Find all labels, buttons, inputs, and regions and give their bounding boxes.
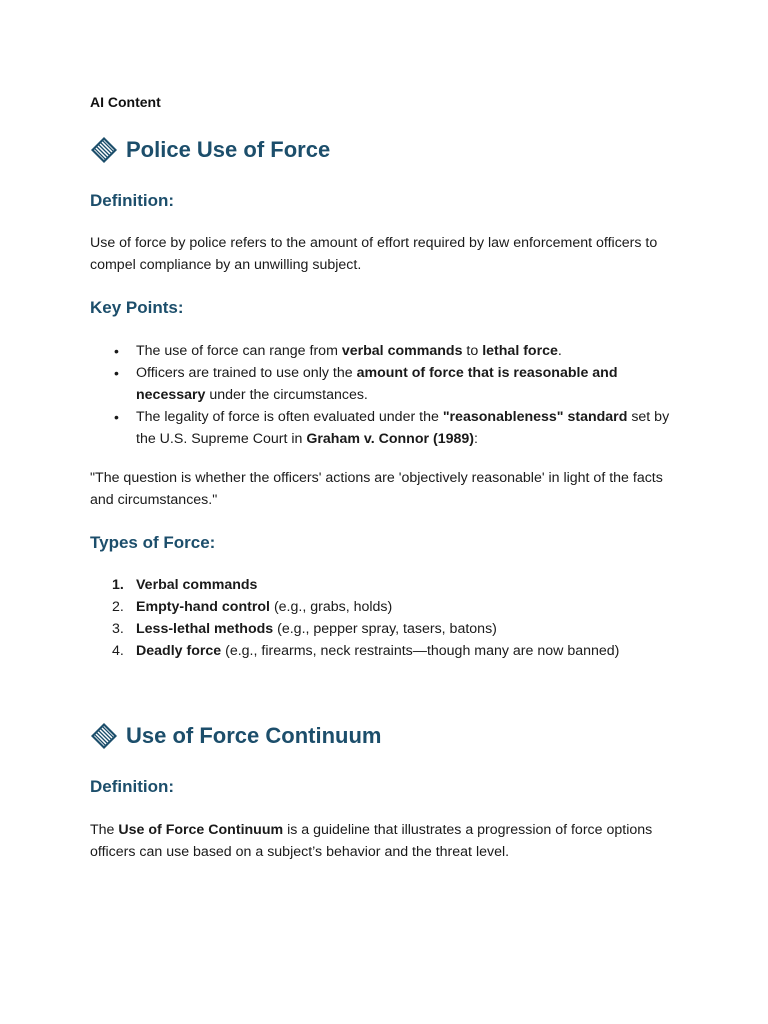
types-of-force-list — [90, 574, 690, 662]
types-of-force-heading: Types of Force: — [90, 533, 216, 552]
diamond-icon — [90, 722, 118, 750]
list-item: 2. Empty-hand control (e.g., grabs, holds) — [112, 599, 393, 615]
section-heading-police-use-of-force — [90, 136, 330, 164]
list-item: • The use of force can range from verbal commands to lethal force. — [90, 340, 690, 362]
list-item: 1. Verbal commands — [112, 577, 258, 593]
section-title: Use of Force Continuum — [126, 723, 382, 748]
list-item: 3. Less-lethal methods (e.g., pepper spray, tasers, batons) — [112, 621, 497, 637]
continuum-definition-text: The Use of Force Continuum is a guideline that illustrates a progression of force options officers can use based on a subject’s behavior and the threat level. — [90, 822, 653, 860]
quote-text: "The question is whether the officers' actions are 'objectively reasonable' in light of the facts and circumstances." — [90, 470, 663, 508]
list-item: • Officers are trained to use only the amount of force that is reasonable and necessary under the circumstances. — [90, 362, 690, 406]
page-title: Police Use of Force — [126, 137, 331, 162]
definition-heading: Definition: — [90, 191, 175, 210]
list-item: 4. Deadly force (e.g., firearms, neck restraints—though many are now banned) — [112, 643, 620, 659]
key-points-heading: Key Points: — [90, 298, 184, 317]
definition-heading: Definition: — [90, 777, 175, 796]
diamond-icon — [90, 136, 118, 164]
section-heading-continuum — [90, 722, 381, 750]
definition-text: Use of force by police refers to the amount of effort required by law enforcement officers to compel compliance by an unwilling subject. — [90, 235, 658, 273]
top-label: AI Content — [90, 94, 161, 110]
key-points-list — [90, 340, 690, 450]
list-item: • The legality of force is often evaluated under the "reasonableness" standard set by the U.S. Supreme Court in Graham v. Connor (1989): — [90, 406, 690, 450]
